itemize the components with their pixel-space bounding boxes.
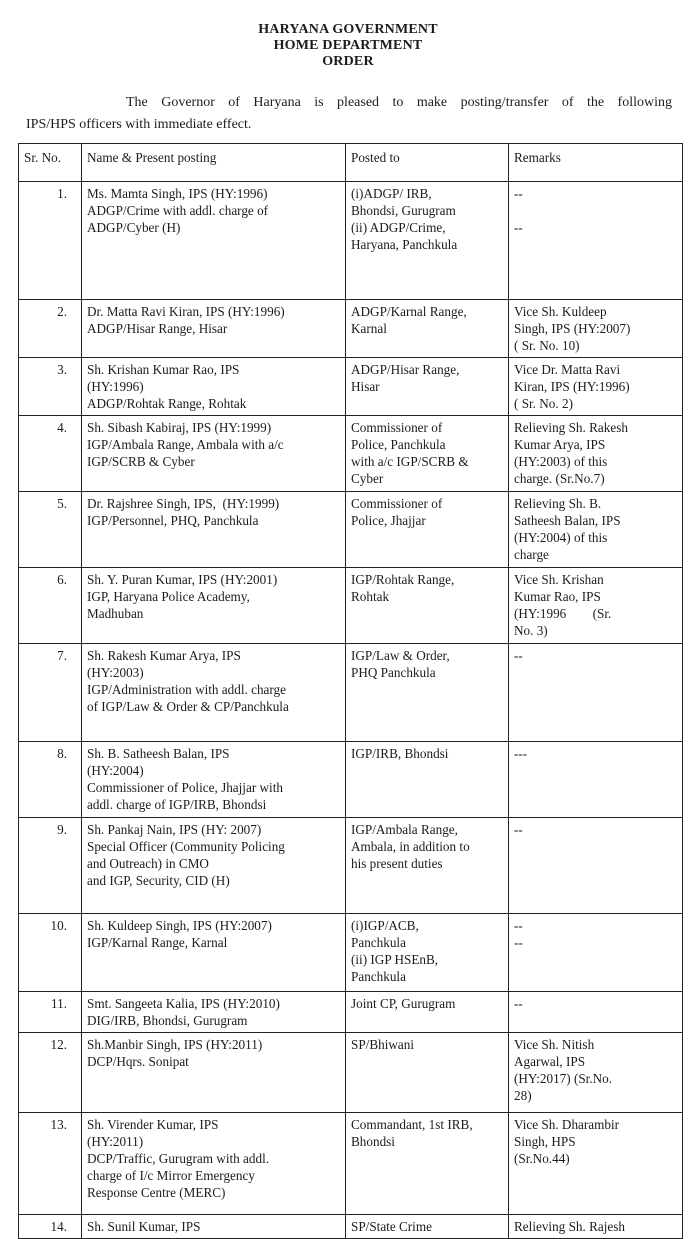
table-body — [19, 182, 683, 1239]
cell-line: ( Sr. No. 10) — [514, 338, 580, 353]
table-row — [19, 818, 683, 914]
cell-line: Sh. Krishan Kumar Rao, IPS — [87, 362, 240, 377]
cell-line: ADGP/Karnal Range, — [351, 304, 467, 319]
cell-name-posting — [82, 300, 346, 358]
cell-remarks — [509, 914, 683, 992]
cell-posted-to — [346, 300, 509, 358]
cell-line: IGP/Ambala Range, Ambala with a/c — [87, 437, 284, 452]
table-row — [19, 914, 683, 992]
cell-remarks — [509, 818, 683, 914]
cell-name-posting — [82, 358, 346, 416]
cell-line: Relieving Sh. B. — [514, 496, 602, 511]
cell-line: Relieving Sh. Rakesh — [514, 420, 628, 435]
order-intro — [26, 92, 672, 136]
cell-line: IGP/Personnel, PHQ, Panchkula — [87, 513, 259, 528]
cell-line: (HY:2011) — [87, 1134, 144, 1149]
cell-line: Panchkula — [351, 935, 406, 950]
cell-name-posting — [82, 644, 346, 742]
cell-line: Joint CP, Gurugram — [351, 996, 456, 1011]
cell-remarks — [509, 644, 683, 742]
cell-posted-to — [346, 568, 509, 644]
cell-name-posting — [82, 416, 346, 492]
cell-line: (HY:1996 (Sr. — [514, 606, 612, 621]
cell-line: SP/Bhiwani — [351, 1037, 415, 1052]
cell-posted-to — [346, 492, 509, 568]
cell-line: Vice Sh. Kuldeep — [514, 304, 607, 319]
cell-line: with a/c IGP/SCRB & — [351, 454, 469, 469]
cell-line: Commissioner of — [351, 420, 443, 435]
department-title: HOME DEPARTMENT — [273, 38, 423, 53]
cell-line: Relieving Sh. Rajesh — [514, 1219, 625, 1234]
cell-line: Panchkula — [351, 969, 406, 984]
cell-name-posting — [82, 492, 346, 568]
table-row — [19, 1033, 683, 1113]
cell-line: (i)IGP/ACB, — [351, 918, 419, 933]
cell-line: Sh. Sibash Kabiraj, IPS (HY:1999) — [87, 420, 272, 435]
cell-line: and Outreach) in CMO — [87, 856, 209, 871]
cell-line: -- — [514, 220, 523, 235]
cell-name-posting — [82, 992, 346, 1033]
table-row — [19, 1215, 683, 1239]
cell-line: Sh. Virender Kumar, IPS — [87, 1117, 219, 1132]
cell-line: IGP/Ambala Range, — [351, 822, 458, 837]
cell-remarks — [509, 1215, 683, 1239]
cell-line: IGP/Karnal Range, Karnal — [87, 935, 228, 950]
cell-line: Sh. Pankaj Nain, IPS (HY: 2007) — [87, 822, 262, 837]
cell-line: ADGP/Rohtak Range, Rohtak — [87, 396, 247, 411]
cell-line: Commandant, 1st IRB, — [351, 1117, 473, 1132]
table-row — [19, 1113, 683, 1215]
cell-line: Vice Sh. Krishan — [514, 572, 604, 587]
cell-line: DCP/Hqrs. Sonipat — [87, 1054, 189, 1069]
cell-line: Rohtak — [351, 589, 390, 604]
cell-line: Vice Sh. Nitish — [514, 1037, 595, 1052]
cell-posted-to — [346, 1033, 509, 1113]
cell-line: Sh. Sunil Kumar, IPS — [87, 1219, 201, 1234]
cell-posted-to — [346, 742, 509, 818]
intro-line-1: The Governor of Haryana is pleased to make posting/transfer of the following — [126, 95, 672, 110]
cell-line: Singh, IPS (HY:2007) — [514, 321, 631, 336]
cell-name-posting — [82, 1113, 346, 1215]
cell-line: Singh, HPS — [514, 1134, 576, 1149]
cell-line: Agarwal, IPS — [514, 1054, 586, 1069]
cell-line: Satheesh Balan, IPS — [514, 513, 621, 528]
cell-line: ADGP/Hisar Range, Hisar — [87, 321, 228, 336]
cell-line: ADGP/Cyber (H) — [87, 220, 181, 235]
cell-line: Sh. Rakesh Kumar Arya, IPS — [87, 648, 241, 663]
cell-line: (HY:2003) — [87, 665, 144, 680]
cell-line: Dr. Rajshree Singh, IPS, (HY:1999) — [87, 496, 280, 511]
cell-line: Sh. Y. Puran Kumar, IPS (HY:2001) — [87, 572, 278, 587]
cell-line: Response Centre (MERC) — [87, 1185, 226, 1200]
cell-remarks — [509, 992, 683, 1033]
cell-line: Kumar Arya, IPS — [514, 437, 606, 452]
cell-line: charge — [514, 547, 549, 562]
cell-posted-to — [346, 1113, 509, 1215]
cell-line: Vice Sh. Dharambir — [514, 1117, 620, 1132]
cell-line: (HY:2003) of this — [514, 454, 608, 469]
cell-line: (HY:2017) (Sr.No. — [514, 1071, 613, 1086]
header-posted-to: Posted to — [346, 144, 509, 182]
cell-line: Police, Jhajjar — [351, 513, 426, 528]
document-header — [0, 22, 696, 70]
header-name-posting: Name & Present posting — [82, 144, 346, 182]
cell-line: (ii) IGP HSEnB, — [351, 952, 439, 967]
cell-sr-no: 2. — [19, 300, 82, 358]
cell-line: charge. (Sr.No.7) — [514, 471, 605, 486]
cell-line: (Sr.No.44) — [514, 1151, 570, 1166]
cell-line: Dr. Matta Ravi Kiran, IPS (HY:1996) — [87, 304, 285, 319]
cell-line: ( Sr. No. 2) — [514, 396, 573, 411]
table-header-row — [19, 144, 683, 182]
table-row — [19, 644, 683, 742]
cell-sr-no: 12. — [19, 1033, 82, 1113]
cell-line: Hisar — [351, 379, 380, 394]
intro-line-2: IPS/HPS officers with immediate effect. — [26, 117, 252, 132]
cell-posted-to — [346, 914, 509, 992]
cell-line: Vice Dr. Matta Ravi — [514, 362, 621, 377]
cell-line: Ms. Mamta Singh, IPS (HY:1996) — [87, 186, 268, 201]
cell-line: Sh. B. Satheesh Balan, IPS — [87, 746, 230, 761]
cell-name-posting — [82, 818, 346, 914]
cell-line: --- — [514, 746, 528, 761]
cell-sr-no: 11. — [19, 992, 82, 1033]
cell-line: SP/State Crime — [351, 1219, 432, 1234]
cell-line: -- — [514, 918, 523, 933]
cell-line: No. 3) — [514, 623, 548, 638]
cell-remarks — [509, 182, 683, 300]
cell-remarks — [509, 300, 683, 358]
cell-line: Kiran, IPS (HY:1996) — [514, 379, 630, 394]
cell-posted-to — [346, 818, 509, 914]
cell-line: ADGP/Crime with addl. charge of — [87, 203, 269, 218]
cell-line: PHQ Panchkula — [351, 665, 436, 680]
header-sr-no: Sr. No. — [19, 144, 82, 182]
cell-name-posting — [82, 914, 346, 992]
cell-line: Commissioner of Police, Jhajjar with — [87, 780, 283, 795]
cell-line: Kumar Rao, IPS — [514, 589, 601, 604]
cell-line: Bhondsi — [351, 1134, 395, 1149]
cell-line: IGP/Rohtak Range, — [351, 572, 455, 587]
cell-name-posting — [82, 1033, 346, 1113]
cell-line: his present duties — [351, 856, 443, 871]
cell-line: (HY:2004) — [87, 763, 144, 778]
cell-posted-to — [346, 182, 509, 300]
cell-remarks — [509, 492, 683, 568]
cell-line: -- — [514, 996, 523, 1011]
cell-line: IGP/SCRB & Cyber — [87, 454, 195, 469]
cell-line: -- — [514, 648, 523, 663]
cell-sr-no: 3. — [19, 358, 82, 416]
table-row — [19, 568, 683, 644]
cell-name-posting — [82, 742, 346, 818]
cell-line: IGP, Haryana Police Academy, — [87, 589, 250, 604]
cell-line: DCP/Traffic, Gurugram with addl. — [87, 1151, 270, 1166]
cell-posted-to — [346, 644, 509, 742]
cell-line — [514, 202, 677, 219]
cell-line: Sh. Kuldeep Singh, IPS (HY:2007) — [87, 918, 272, 933]
table-row — [19, 742, 683, 818]
cell-line: Bhondsi, Gurugram — [351, 203, 456, 218]
table-row — [19, 992, 683, 1033]
cell-name-posting — [82, 1215, 346, 1239]
cell-sr-no: 10. — [19, 914, 82, 992]
cell-remarks — [509, 568, 683, 644]
cell-posted-to — [346, 358, 509, 416]
cell-sr-no: 4. — [19, 416, 82, 492]
government-title: HARYANA GOVERNMENT — [258, 22, 438, 37]
cell-line: IGP/Administration with addl. charge — [87, 682, 287, 697]
cell-sr-no: 8. — [19, 742, 82, 818]
order-title: ORDER — [322, 54, 374, 69]
cell-line: Special Officer (Community Policing — [87, 839, 285, 854]
cell-line: Smt. Sangeeta Kalia, IPS (HY:2010) — [87, 996, 280, 1011]
cell-line: and IGP, Security, CID (H) — [87, 873, 230, 888]
cell-sr-no: 1. — [19, 182, 82, 300]
cell-sr-no: 14. — [19, 1215, 82, 1239]
cell-line: IGP/Law & Order, — [351, 648, 450, 663]
cell-line: addl. charge of IGP/IRB, Bhondsi — [87, 797, 267, 812]
cell-remarks — [509, 1113, 683, 1215]
cell-line: Karnal — [351, 321, 387, 336]
cell-sr-no: 7. — [19, 644, 82, 742]
cell-remarks — [509, 358, 683, 416]
cell-line: of IGP/Law & Order & CP/Panchkula — [87, 699, 289, 714]
posting-table — [18, 143, 683, 1239]
cell-remarks — [509, 1033, 683, 1113]
cell-line: (HY:1996) — [87, 379, 144, 394]
cell-line: (ii) ADGP/Crime, — [351, 220, 446, 235]
table-row — [19, 300, 683, 358]
cell-name-posting — [82, 182, 346, 300]
cell-sr-no: 5. — [19, 492, 82, 568]
cell-name-posting — [82, 568, 346, 644]
cell-line: (i)ADGP/ IRB, — [351, 186, 432, 201]
cell-sr-no: 6. — [19, 568, 82, 644]
table-row — [19, 492, 683, 568]
cell-line: -- — [514, 935, 523, 950]
cell-remarks — [509, 742, 683, 818]
cell-sr-no: 9. — [19, 818, 82, 914]
cell-sr-no: 13. — [19, 1113, 82, 1215]
table-row — [19, 416, 683, 492]
cell-line: (HY:2004) of this — [514, 530, 608, 545]
cell-posted-to — [346, 992, 509, 1033]
cell-line: DIG/IRB, Bhondsi, Gurugram — [87, 1013, 248, 1028]
header-remarks: Remarks — [509, 144, 683, 182]
cell-line: Sh.Manbir Singh, IPS (HY:2011) — [87, 1037, 263, 1052]
cell-line: Cyber — [351, 471, 384, 486]
cell-line: 28) — [514, 1088, 532, 1103]
cell-line: Haryana, Panchkula — [351, 237, 458, 252]
cell-posted-to — [346, 1215, 509, 1239]
table-row — [19, 358, 683, 416]
cell-line: IGP/IRB, Bhondsi — [351, 746, 449, 761]
cell-line: Madhuban — [87, 606, 144, 621]
cell-posted-to — [346, 416, 509, 492]
cell-remarks — [509, 416, 683, 492]
cell-line: -- — [514, 186, 523, 201]
cell-line: Police, Panchkula — [351, 437, 446, 452]
cell-line: Ambala, in addition to — [351, 839, 470, 854]
cell-line: ADGP/Hisar Range, — [351, 362, 460, 377]
cell-line: -- — [514, 822, 523, 837]
cell-line: charge of I/c Mirror Emergency — [87, 1168, 255, 1183]
table-row — [19, 182, 683, 300]
cell-line: Commissioner of — [351, 496, 443, 511]
